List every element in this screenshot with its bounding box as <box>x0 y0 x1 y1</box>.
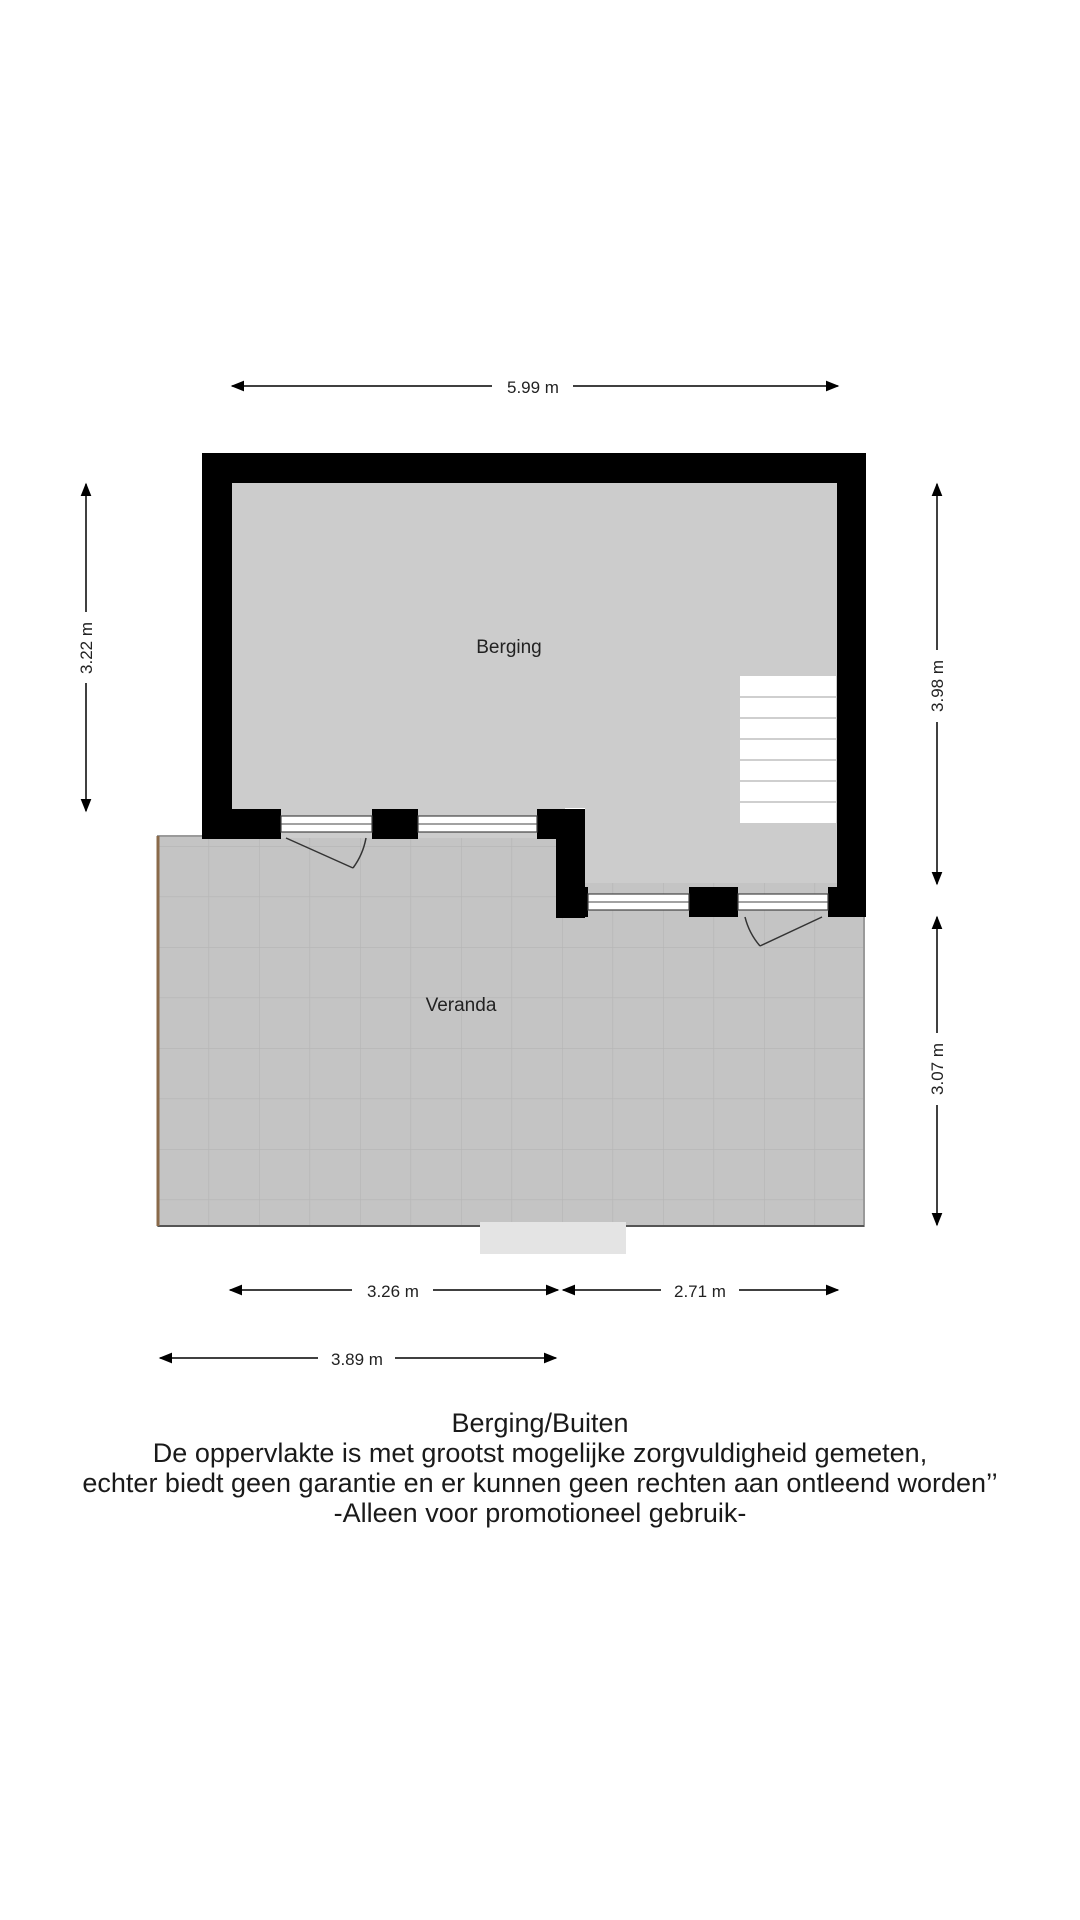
dimension-bottom-right <box>563 1282 838 1301</box>
dimension-bottom-left <box>230 1282 558 1301</box>
caption-line-3: -Alleen voor promotioneel gebruik- <box>333 1498 747 1528</box>
svg-text:3.22 m: 3.22 m <box>77 622 96 674</box>
svg-text:3.89 m: 3.89 m <box>331 1350 383 1369</box>
stair <box>740 676 836 823</box>
caption-title: Berging/Buiten <box>451 1408 629 1438</box>
dimension-right-height-upper <box>928 484 947 884</box>
caption-line-2: echter biedt geen garantie en er kunnen geen rechten aan ontleend worden’’ <box>82 1468 998 1498</box>
caption-line-1: De oppervlakte is met grootst mogelijke zorgvuldigheid gemeten, <box>152 1438 928 1468</box>
room-label-veranda: Veranda <box>425 995 497 1016</box>
dimension-top-width <box>232 378 838 397</box>
svg-text:3.07 m: 3.07 m <box>928 1043 947 1095</box>
dimension-right-height-lower <box>928 917 947 1225</box>
room-label-berging: Berging <box>476 637 542 658</box>
svg-text:3.98 m: 3.98 m <box>928 660 947 712</box>
dimension-bottom-total <box>160 1350 556 1369</box>
dimension-left-height <box>77 484 96 811</box>
svg-text:5.99 m: 5.99 m <box>507 378 559 397</box>
step <box>480 1222 626 1254</box>
svg-text:3.26 m: 3.26 m <box>367 1282 419 1301</box>
svg-text:2.71 m: 2.71 m <box>674 1282 726 1301</box>
caption <box>0 1408 1080 1528</box>
